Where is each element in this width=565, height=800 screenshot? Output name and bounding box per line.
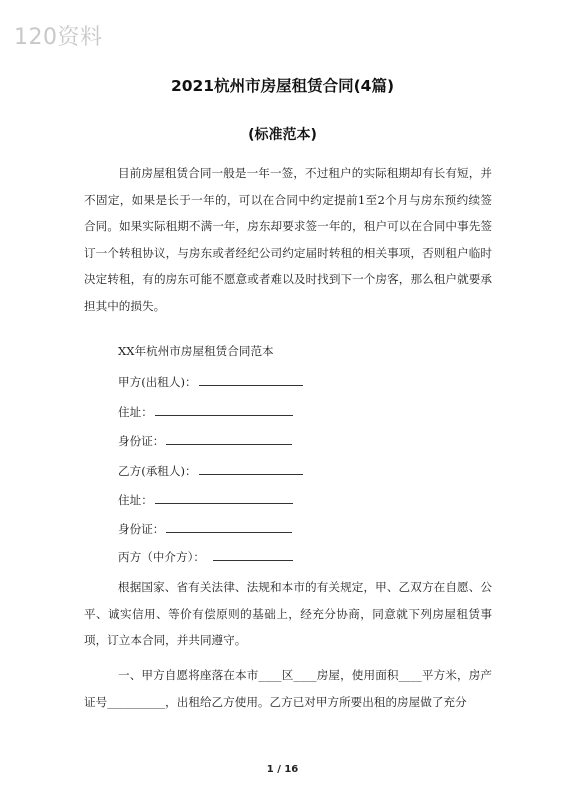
field-party-c-blank [213,548,293,561]
field-address-b-blank [155,491,293,504]
document-title: 2021杭州市房屋租赁合同(4篇) [170,77,395,95]
field-address-a-label: 住址： [118,405,153,419]
preamble-paragraph: 根据国家、省有关法律、法规和本市的有关规定，甲、乙双方在自愿、公平、诚实信用、等价有偿原则的基础上，经充分协商，同意就下列房屋租赁事项，订立本合同，并共同遵守。 [84,580,492,647]
field-party-a-label: 甲方(出租人)： [118,375,197,389]
page-number: 1 / 16 [266,764,299,775]
field-id-a-label: 身份证： [118,434,165,448]
document-subtitle: (标准范本) [248,127,317,143]
field-party-c [118,548,293,565]
field-address-a-blank [155,403,293,416]
field-party-a [118,373,303,390]
field-party-c-label: 丙方（中介方）： [118,550,205,564]
field-id-b [118,520,292,537]
field-party-b-blank [199,462,303,475]
field-address-a [118,403,293,420]
field-id-b-blank [166,520,292,533]
watermark: 120资料 [14,25,103,50]
field-address-b [118,491,293,508]
field-address-b-label: 住址： [118,493,153,507]
field-party-b-label: 乙方(承租人)： [118,464,197,478]
field-id-b-label: 身份证： [118,522,165,536]
field-id-a [118,432,292,449]
intro-paragraph: 目前房屋租赁合同一般是一年一签，不过租户的实际租期却有长有短，并不固定，如果是长于一年的，可以在合同中约定提前1至2个月与房东预约续签合同。如果实际租期不满一年，房东却要求签一年的，租户可以在合同中事先签订一个转租协议，与房东或者经纪公司约定届时转租的相关事项，否则租户临时决定转租，有的房东可能不愿意或者难以及时找到下一个房客，那么租户就要承担其中的损失。 [84,166,492,313]
field-party-a-blank [199,373,303,386]
field-id-a-blank [166,432,292,445]
contract-heading: XX年杭州市房屋租赁合同范本 [118,344,274,358]
clause-1-paragraph: 一、甲方自愿将座落在本市____区____房屋，使用面积____平方米，房产证号__________，出租给乙方使用。乙方已对甲方所要出租的房屋做了充分 [84,668,492,709]
field-party-b [118,462,303,479]
